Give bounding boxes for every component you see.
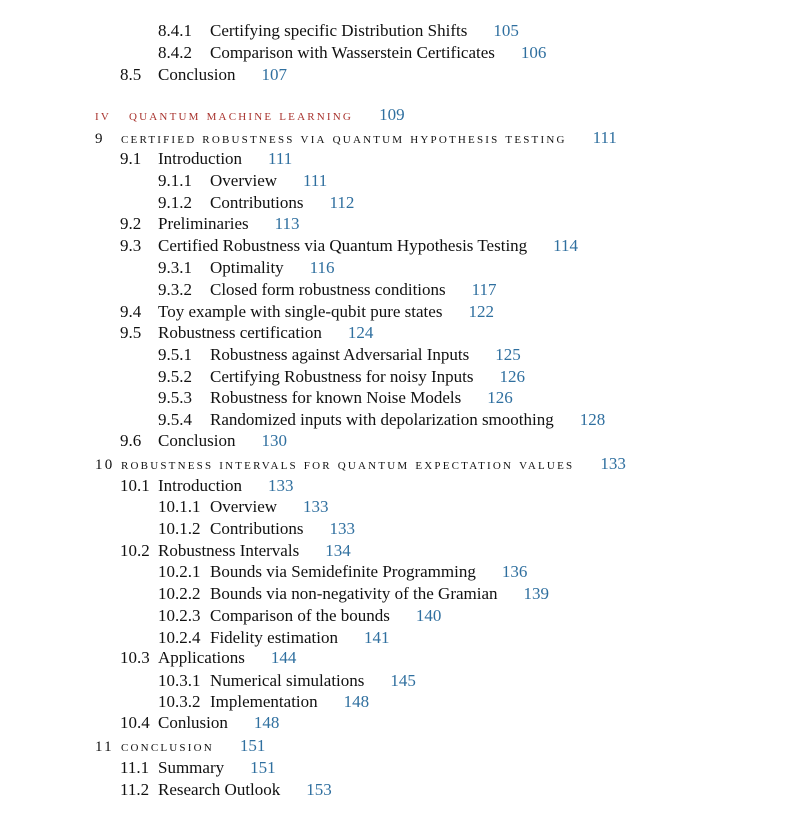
entry-number: 10 xyxy=(95,457,115,473)
entry-title[interactable]: certified robustness via quantum hypothesis testing xyxy=(121,131,567,147)
entry-number: 11 xyxy=(95,739,114,755)
entry-number: 10.3.2 xyxy=(158,692,201,711)
entry-number: 10.2 xyxy=(120,541,150,560)
entry-number: 10.2.1 xyxy=(158,562,201,581)
toc-entry-chapter[interactable] xyxy=(95,127,617,149)
entry-title[interactable]: Conclusion xyxy=(158,65,236,84)
toc-entry-part[interactable] xyxy=(95,104,405,126)
entry-title[interactable]: Summary xyxy=(158,758,225,777)
entry-number: 9 xyxy=(95,131,105,147)
toc-entry-subsection[interactable] xyxy=(158,409,605,431)
entry-page-number[interactable]: 133 xyxy=(600,454,626,473)
entry-number: 9.5.4 xyxy=(158,410,192,429)
entry-number: 9.1.1 xyxy=(158,171,192,190)
entry-number: 10.2.3 xyxy=(158,606,201,625)
toc-entry-section[interactable] xyxy=(120,322,373,344)
toc-entry-section[interactable] xyxy=(120,647,296,669)
entry-title[interactable]: Conclusion xyxy=(158,431,236,450)
entry-title[interactable]: Optimality xyxy=(210,258,284,277)
entry-title[interactable]: Introduction xyxy=(158,149,243,168)
entry-number: 8.4.2 xyxy=(158,43,192,62)
entry-page-number[interactable]: 145 xyxy=(390,671,416,690)
toc-entry-section[interactable] xyxy=(120,148,292,170)
entry-page-number[interactable]: 133 xyxy=(303,497,329,516)
toc-entry-section[interactable] xyxy=(120,475,294,497)
toc-entry-subsection[interactable] xyxy=(158,583,549,605)
toc-entry-subsection[interactable] xyxy=(158,279,497,301)
entry-page-number[interactable]: 148 xyxy=(343,692,370,711)
entry-title[interactable]: Applications xyxy=(158,648,245,667)
entry-number: 9.3.1 xyxy=(158,258,192,277)
entry-number: 10.3 xyxy=(120,648,150,667)
entry-page-number[interactable]: 139 xyxy=(523,584,550,603)
entry-number: 10.3.1 xyxy=(158,671,201,690)
entry-page-number[interactable]: 141 xyxy=(363,628,390,647)
entry-title[interactable]: robustness intervals for quantum expectation values xyxy=(121,457,575,473)
toc-entry-subsection[interactable] xyxy=(158,670,416,692)
toc-entry-section[interactable] xyxy=(120,712,279,734)
entry-page-number[interactable]: 107 xyxy=(261,65,287,84)
entry-title[interactable]: quantum machine learning xyxy=(129,108,354,124)
toc-entry-subsection[interactable] xyxy=(158,20,519,42)
entry-page-number[interactable]: 134 xyxy=(325,541,351,560)
entry-number: 11.2 xyxy=(120,780,150,799)
entry-number: 10.1.2 xyxy=(158,519,201,538)
entry-title[interactable]: conclusion xyxy=(121,739,214,755)
entry-page-number[interactable]: 126 xyxy=(487,388,513,407)
toc-entry-chapter[interactable] xyxy=(95,735,265,757)
toc-entry-subsection[interactable] xyxy=(158,170,327,192)
entry-title[interactable]: Overview xyxy=(210,497,278,516)
entry-page-number[interactable]: 106 xyxy=(520,43,547,62)
toc-entry-subsection[interactable] xyxy=(158,257,335,279)
entry-number: 8.5 xyxy=(120,65,142,84)
entry-title[interactable]: Implementation xyxy=(210,692,318,711)
entry-number: 9.5 xyxy=(120,323,142,342)
entry-page-number[interactable]: 133 xyxy=(268,476,294,495)
entry-title[interactable]: Comparison of the bounds xyxy=(210,606,390,625)
entry-number: 10.1 xyxy=(120,476,150,495)
toc-entry-section[interactable] xyxy=(120,64,287,86)
entry-page-number[interactable]: 114 xyxy=(553,236,579,255)
entry-title[interactable]: Certifying specific Distribution Shifts xyxy=(210,21,468,40)
entry-title[interactable]: Contributions xyxy=(210,193,304,212)
entry-page-number[interactable]: 128 xyxy=(579,410,606,429)
entry-page-number[interactable]: 116 xyxy=(309,258,335,277)
entry-title[interactable]: Bounds via non-negativity of the Gramian xyxy=(210,584,498,603)
entry-number: 9.3 xyxy=(120,236,142,255)
entry-title[interactable]: Robustness for known Noise Models xyxy=(210,388,462,407)
entry-page-number[interactable]: 111 xyxy=(303,171,328,190)
entry-page-number[interactable]: 151 xyxy=(250,758,276,777)
entry-number: 9.5.1 xyxy=(158,345,192,364)
entry-title[interactable]: Closed form robustness conditions xyxy=(210,280,446,299)
entry-page-number[interactable]: 122 xyxy=(468,302,494,321)
entry-number: 11.1 xyxy=(120,758,150,777)
entry-page-number[interactable]: 124 xyxy=(347,323,374,342)
entry-page-number[interactable]: 111 xyxy=(268,149,293,168)
entry-page-number[interactable]: 113 xyxy=(274,214,300,233)
toc-entry-subsection[interactable] xyxy=(158,42,546,64)
entry-title[interactable]: Bounds via Semidefinite Programming xyxy=(210,562,476,581)
toc-entry-section[interactable] xyxy=(120,430,287,452)
toc-entry-section[interactable] xyxy=(120,540,351,562)
entry-page-number[interactable]: 153 xyxy=(306,780,332,799)
toc-entry-subsection[interactable] xyxy=(158,366,525,388)
toc-entry-section[interactable] xyxy=(120,235,578,257)
toc-entry-subsection[interactable] xyxy=(158,627,389,649)
entry-title[interactable]: Randomized inputs with depolarization smoothing xyxy=(210,410,554,429)
entry-page-number[interactable]: 126 xyxy=(499,367,525,386)
toc-entry-subsection[interactable] xyxy=(158,605,441,627)
entry-title[interactable]: Comparison with Wasserstein Certificates xyxy=(210,43,495,62)
entry-title[interactable]: Robustness certification xyxy=(158,323,322,342)
entry-page-number[interactable]: 130 xyxy=(261,431,287,450)
entry-page-number[interactable]: 112 xyxy=(329,193,355,212)
entry-number: 10.1.1 xyxy=(158,497,201,516)
entry-page-number[interactable]: 133 xyxy=(329,519,356,538)
entry-title[interactable]: Toy example with single-qubit pure states xyxy=(158,302,443,321)
toc-entry-section[interactable] xyxy=(120,301,494,323)
entry-page-number[interactable]: 125 xyxy=(495,345,521,364)
entry-number: 9.1 xyxy=(120,149,142,168)
entry-page-number[interactable]: 151 xyxy=(239,736,266,755)
toc-entry-section[interactable] xyxy=(120,757,276,779)
entry-page-number[interactable]: 109 xyxy=(379,105,405,124)
entry-number: 10.2.4 xyxy=(158,628,201,647)
entry-page-number[interactable]: 148 xyxy=(253,713,280,732)
entry-number: 9.5.2 xyxy=(158,367,192,386)
entry-number: iv xyxy=(95,108,112,124)
entry-page-number[interactable]: 117 xyxy=(471,280,497,299)
entry-title[interactable]: Contributions xyxy=(210,519,304,538)
entry-title[interactable]: Fidelity estimation xyxy=(210,628,338,647)
toc-entry-subsection[interactable] xyxy=(158,691,369,713)
entry-number: 8.4.1 xyxy=(158,21,192,40)
toc-entry-subsection[interactable] xyxy=(158,387,513,409)
entry-number: 9.3.2 xyxy=(158,280,192,299)
entry-number: 9.5.3 xyxy=(158,388,192,407)
entry-number: 9.1.2 xyxy=(158,193,192,212)
toc-entry-subsection[interactable] xyxy=(158,192,354,214)
toc-entry-section[interactable] xyxy=(120,213,300,235)
entry-title[interactable]: Certifying Robustness for noisy Inputs xyxy=(210,367,474,386)
entry-title[interactable]: Numerical simulations xyxy=(210,671,365,690)
entry-number: 9.6 xyxy=(120,431,142,450)
entry-page-number[interactable]: 111 xyxy=(592,128,617,147)
entry-title[interactable]: Conlusion xyxy=(158,713,228,732)
entry-title[interactable]: Robustness Intervals xyxy=(158,541,300,560)
entry-title[interactable]: Research Outlook xyxy=(158,780,281,799)
entry-page-number[interactable]: 144 xyxy=(270,648,297,667)
entry-title[interactable]: Certified Robustness via Quantum Hypothesis Testing xyxy=(158,236,528,255)
entry-page-number[interactable]: 140 xyxy=(415,606,442,625)
entry-page-number[interactable]: 136 xyxy=(501,562,528,581)
entry-number: 9.4 xyxy=(120,302,142,321)
entry-number: 9.2 xyxy=(120,214,142,233)
entry-title[interactable]: Introduction xyxy=(158,476,243,495)
entry-page-number[interactable]: 105 xyxy=(493,21,519,40)
toc-entry-chapter[interactable] xyxy=(95,453,626,475)
entry-title[interactable]: Overview xyxy=(210,171,278,190)
toc-entry-section[interactable] xyxy=(120,779,332,801)
toc-entry-subsection[interactable] xyxy=(158,561,527,583)
toc-entry-subsection[interactable] xyxy=(158,518,355,540)
entry-number: 10.4 xyxy=(120,713,150,732)
toc-entry-subsection[interactable] xyxy=(158,344,521,366)
toc-entry-subsection[interactable] xyxy=(158,496,329,518)
entry-title[interactable]: Robustness against Adversarial Inputs xyxy=(210,345,470,364)
entry-number: 10.2.2 xyxy=(158,584,201,603)
entry-title[interactable]: Preliminaries xyxy=(158,214,249,233)
